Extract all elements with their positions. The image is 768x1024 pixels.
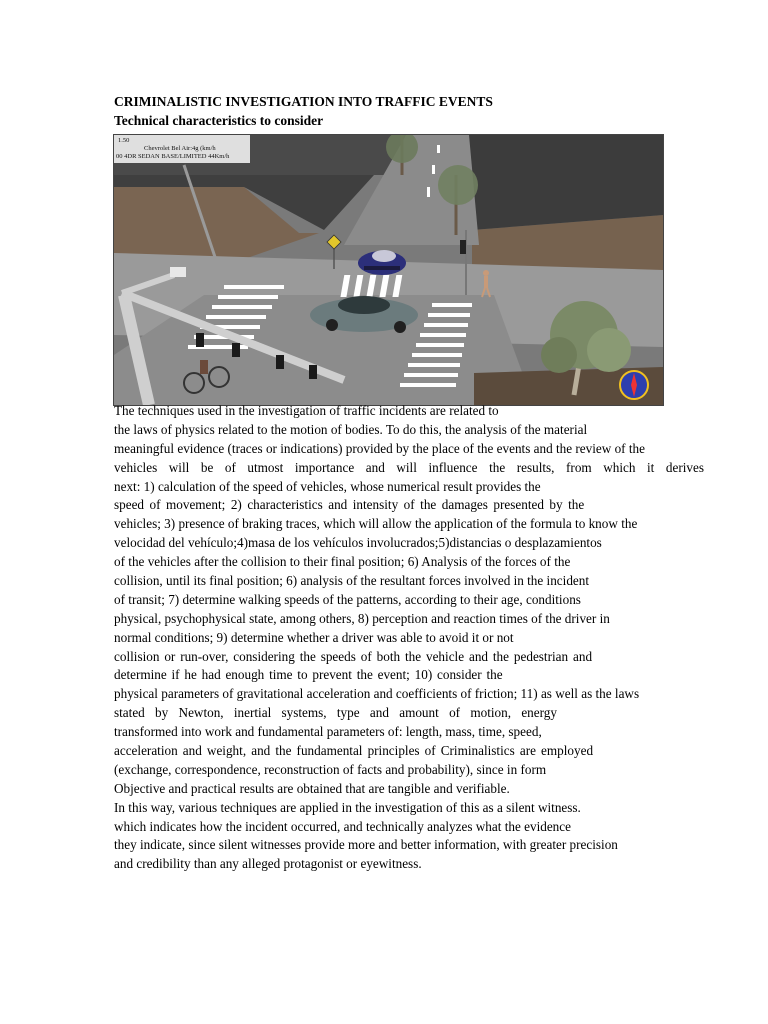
text-line: collision, until its final position; 6) analysis of the resultant forces involved in the incident <box>114 573 590 589</box>
text-line: The techniques used in the investigation of traffic incidents are related to <box>114 403 499 418</box>
text-line: normal conditions; 9) determine whether a driver was able to avoid it or not <box>114 629 514 645</box>
text-line: meaningful evidence (traces or indications) provided by the place of the events and the review of the <box>114 440 645 456</box>
document-subtitle: Technical characteristics to consider <box>114 113 324 128</box>
body-text <box>114 402 724 874</box>
text-line: of transit; 7) determine walking speeds of the patterns, according to their age, conditions <box>114 591 581 607</box>
text-line: physical, psychophysical state, among others, 8) perception and reaction times of the driver in <box>114 610 610 626</box>
intersection-3d-render <box>114 135 663 405</box>
text-line: physical parameters of gravitational acceleration and coefficients of friction; 11) as well as the laws <box>114 686 640 702</box>
text-line: acceleration and weight, and the fundamental principles of Criminalistics are employed <box>114 743 594 759</box>
text-line: In this way, various techniques are applied in the investigation of this as a silent witness. <box>114 799 581 815</box>
text-line: vehicles; 3) presence of braking traces, which will allow the application of the formula to know the <box>114 516 638 532</box>
text-line: speed of movement; 2) characteristics and intensity of the damages presented by the <box>114 497 585 513</box>
text-line: next: 1) calculation of the speed of vehicles, whose numerical result provides the <box>114 478 541 494</box>
text-line: Objective and practical results are obtained that are tangible and verifiable. <box>114 780 510 796</box>
text-line: the laws of physics related to the motion of bodies. To do this, the analysis of the material <box>114 421 588 437</box>
text-line: they indicate, since silent witnesses provide more and better information, with greater precision <box>114 837 618 853</box>
text-line: collision or run-over, considering the speeds of both the vehicle and the pedestrian and <box>114 648 593 664</box>
text-line: vehicles will be of utmost importance and will influence the results, from which it derives <box>114 459 704 475</box>
accident-reconstruction-figure <box>113 134 664 406</box>
document-title: CRIMINALISTIC INVESTIGATION INTO TRAFFIC EVENTS <box>114 94 493 109</box>
text-line: which indicates how the incident occurred, and technically analyzes what the evidence <box>114 818 571 834</box>
overlay-label-panel <box>114 135 250 163</box>
text-line: (exchange, correspondence, reconstruction of facts and probability), since in form <box>114 761 547 777</box>
text-line: transformed into work and fundamental parameters of: length, mass, time, speed, <box>114 724 542 740</box>
text-line: velocidad del vehículo;4)masa de los vehículos involucrados;5)distancias o desplazamientos <box>114 535 602 551</box>
text-line: of the vehicles after the collision to their final position; 6) Analysis of the forces of the <box>114 554 571 570</box>
text-line: stated by Newton, inertial systems, type and amount of motion, energy <box>114 705 557 721</box>
text-line: and credibility than any alleged protagonist or eyewitness. <box>114 856 422 872</box>
scale-label: 1.50 <box>118 137 130 144</box>
overlay-line-2: 00 4DR SEDAN BASE/LIMITED 44Km/h <box>116 153 230 160</box>
text-line: determine if he had enough time to prevent the event; 10) consider the <box>114 667 503 683</box>
overlay-line-1: Chevrolet Bel Air:4g (km/h <box>144 145 216 152</box>
compass-icon <box>620 371 648 399</box>
